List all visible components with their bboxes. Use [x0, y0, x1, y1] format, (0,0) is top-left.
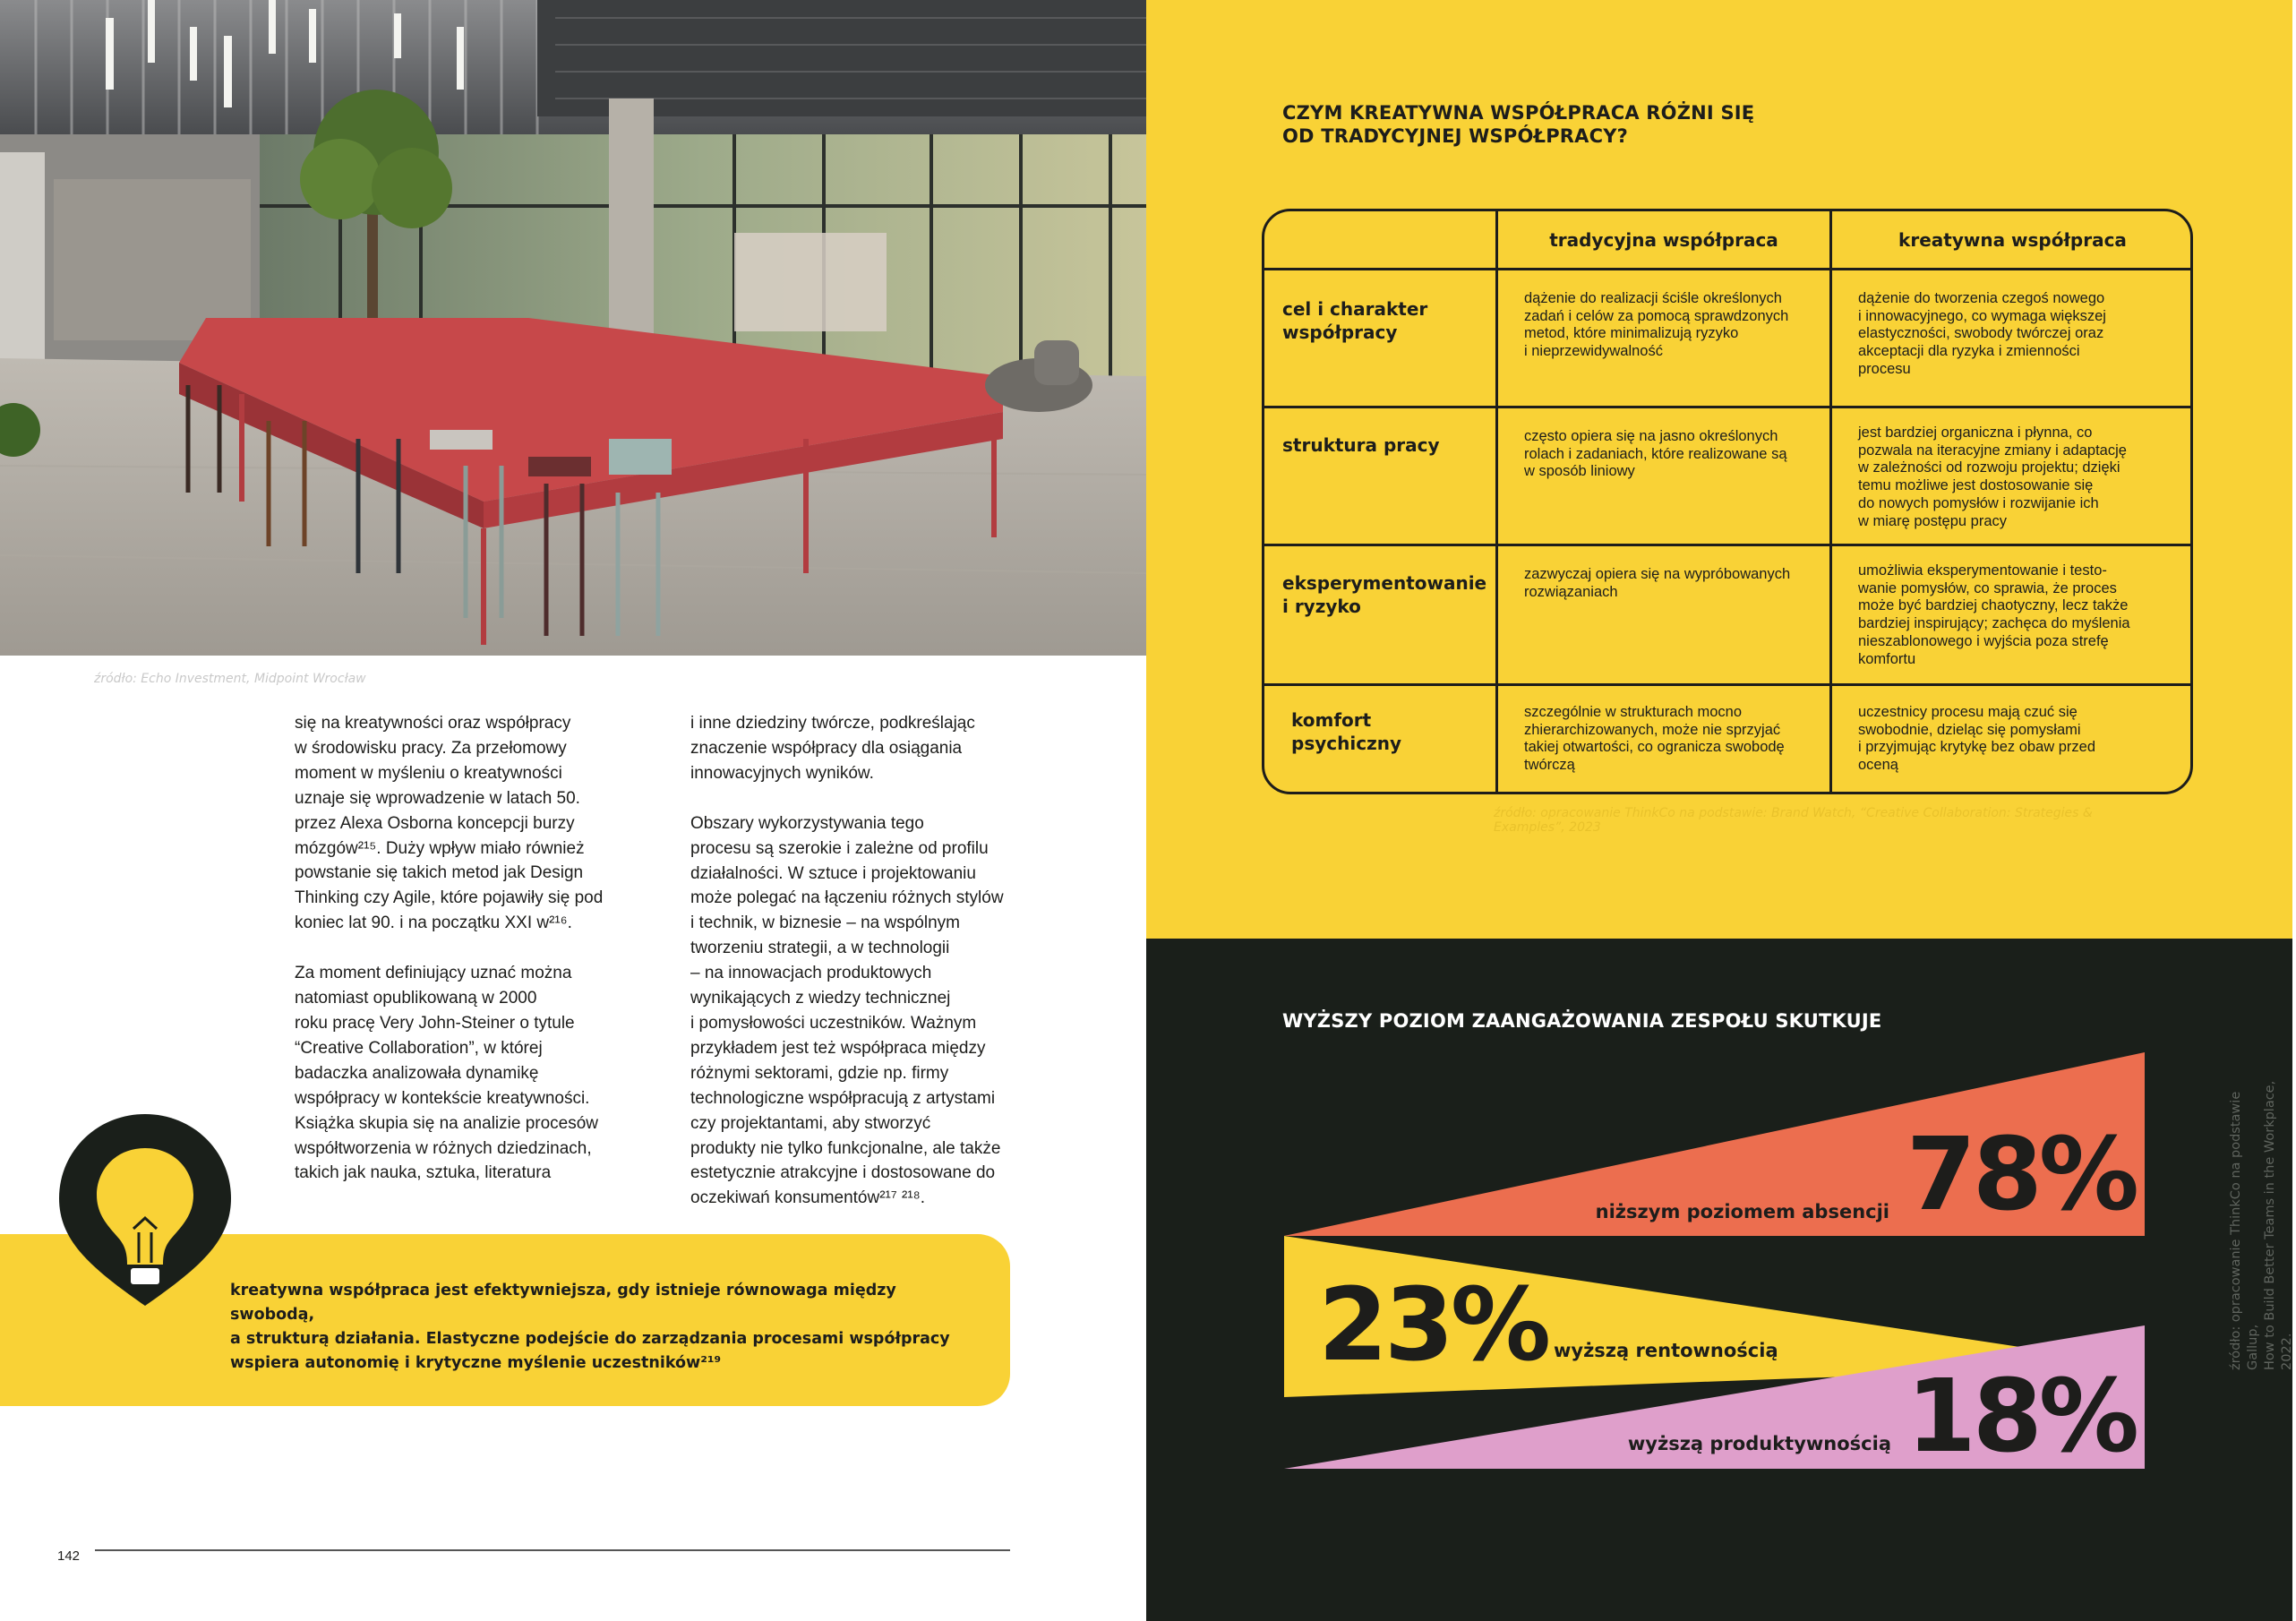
paragraph: i inne dziedziny twórcze, podkreślając znaczenie współpracy dla osiągania innowacyjnych wyników.: [690, 714, 975, 783]
photo-credit: źródło: Echo Investment, Midpoint Wrocław: [94, 672, 366, 686]
page-number: 142: [57, 1548, 81, 1564]
lightbulb-icon: [56, 1111, 235, 1309]
chart-category-label: wyższą rentownością: [1554, 1340, 1778, 1361]
table-title: CZYM KREATYWNA WSPÓŁPRACA RÓŻNI SIĘ OD TRADYCYJNEJ WSPÓŁPRACY?: [1282, 102, 1755, 147]
table-divider: [1264, 683, 2190, 686]
chart-value-label: 18%: [1906, 1359, 2136, 1475]
table-divider: [1264, 544, 2190, 546]
body-column-2: [690, 711, 1022, 1211]
row-header: komfort psychiczny: [1291, 709, 1401, 754]
row-header: struktura pracy: [1282, 434, 1440, 456]
chart-value-label: 23%: [1318, 1267, 1548, 1384]
quote-text: kreatywna współpraca jest efektywniejsza, gdy istnieje równowaga między swobodą, a strukturą działania. Elastyczne podejście do zarządzania procesami współpracy wspiera autonomię i krytyczne myślenie uczestników²¹⁹: [230, 1282, 950, 1372]
column-header: kreatywna współpraca: [1898, 229, 2127, 251]
table-divider: [1495, 211, 1498, 792]
column-header: tradycyjna współpraca: [1549, 229, 1778, 251]
table-cell: szczególnie w strukturach mocno zhierarchizowanych, może nie sprzyjać takiej otwartości, co ogranicza swobodę twórczą: [1524, 704, 1785, 774]
table-divider: [1829, 211, 1832, 792]
table-source: źródło: opracowanie ThinkCo na podstawie: Brand Watch, “Creative Collaboration: Strategies & Examples”, 2023: [1494, 806, 2093, 835]
paragraph: Obszary wykorzystywania tego procesu są szerokie i zależne od profilu działalności. W sztuce i projektowaniu może polegać na łączeniu różnych stylów i technik, w biznesie – na wspólnym tworzeniu strategii, a w technologii – na innowacjach produktowych wynikających z wiedzy technicznej i pomysłowości uczestników. Ważnym przykładem jest też współpraca między różnymi sektorami, gdzie np. firmy technologiczne współpracują z artystami czy projektantami, aby stworzyć produkty nie tylko funkcjonalne, ale także estetycznie atrakcyjne i dostosowane do oczekiwań konsumentów²¹⁷ ²¹⁸.: [690, 813, 1004, 1208]
chart-source-text: źródło: opracowanie ThinkCo na podstawie Gallup, How to Build Better Teams in the Workplace, 2022.: [2229, 1080, 2294, 1370]
chart-category-label: wyższą produktywnością: [1627, 1433, 1891, 1454]
table-cell: umożliwia eksperymentowanie i testo- wanie pomysłów, co sprawia, że proces może być bardziej chaotyczny, lecz także bardziej inspirujący; zachęca do myślenia nieszablonowego i wyjścia poza strefę komfortu: [1858, 562, 2130, 667]
footer-rule: [95, 1549, 1010, 1551]
paragraph: Za moment definiujący uznać można natomiast opublikowaną w 2000 roku pracę Very John-Steiner o tytule “Creative Collaboration”, w której badaczka analizowała dynamikę współpracy w kontekście kreatywności. Książka skupia się na analizie procesów współtworzenia w różnych dziedzinach, takich jak nauka, sztuka, literatura: [295, 964, 599, 1183]
interior-photo: [0, 0, 1146, 656]
table-cell: często opiera się na jasno określonych rolach i zadaniach, które realizowane są w sposób liniowy: [1524, 428, 1787, 480]
table-cell: uczestnicy procesu mają czuć się swobodnie, dzieląc się pomysłami i przyjmując krytykę bez obaw przed oceną: [1858, 704, 2096, 774]
engagement-chart: [1272, 1048, 2167, 1496]
row-header: eksperymentowanie i ryzyko: [1282, 572, 1487, 617]
chart-title: WYŻSZY POZIOM ZAANGAŻOWANIA ZESPOŁU SKUTKUJE: [1282, 1010, 1882, 1032]
chart-category-label: niższym poziomem absencji: [1595, 1201, 1889, 1222]
table-cell: jest bardziej organiczna i płynna, co pozwala na iteracyjne zmiany i adaptację w zależności od rozwoju projektu; dzięki temu możliwe jest dostosowanie się do nowych pomysłów i rozwijanie ich w miarę postępu pracy: [1858, 425, 2127, 529]
row-header: cel i charakter współpracy: [1282, 298, 1428, 343]
body-column-1: [295, 711, 626, 1186]
comparison-table: [1262, 209, 2193, 794]
paragraph: się na kreatywności oraz współpracy w środowisku pracy. Za przełomowy moment w myśleniu o kreatywności uznaje się wprowadzenie w latach 50. przez Alexa Osborna koncepcji burzy mózgów²¹⁵. Duży wpływ miało również powstanie się takich metod jak Design Thinking czy Agile, które pojawiły się pod koniec lat 90. i na początku XXI w²¹⁶.: [295, 714, 604, 933]
chart-value-label: 78%: [1906, 1117, 2136, 1233]
table-cell: dążenie do tworzenia czegoś nowego i innowacyjnego, co wymaga większej elastyczności, swobody twórczej oraz akceptacji dla ryzyka i zmienności procesu: [1858, 290, 2106, 377]
table-cell: zazwyczaj opiera się na wypróbowanych rozwiązaniach: [1524, 566, 1791, 600]
table-divider: [1264, 406, 2190, 408]
table-cell: dążenie do realizacji ściśle określonych zadań i celów za pomocą sprawdzonych metod, które minimalizują ryzyko i nieprzewidywalność: [1524, 290, 1789, 360]
